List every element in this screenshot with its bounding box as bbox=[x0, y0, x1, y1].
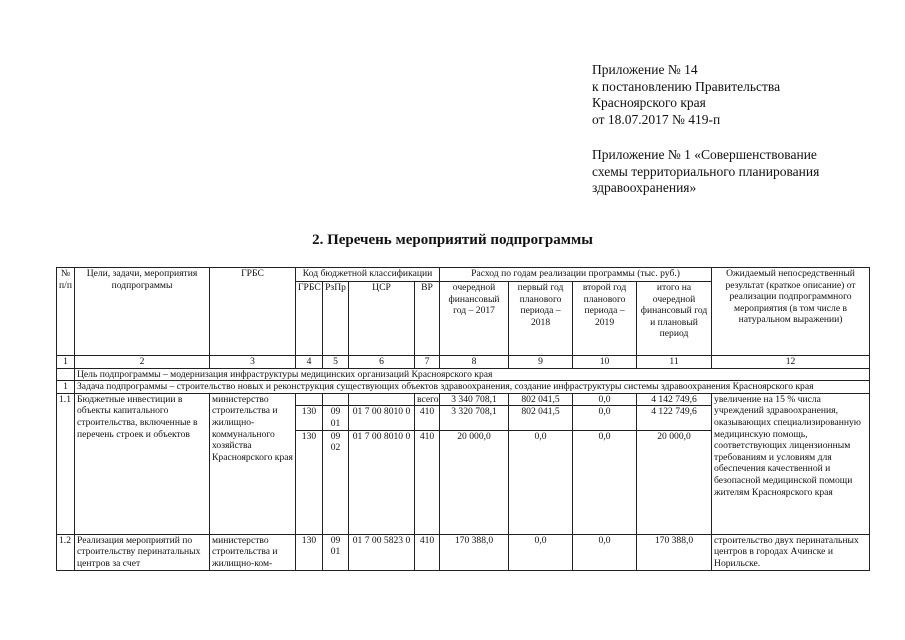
activities-table bbox=[56, 267, 870, 571]
header-code: Код бюджетной классификации bbox=[296, 268, 440, 282]
row-rzpr: 09 02 bbox=[323, 430, 349, 534]
row-total: 4 122 749,6 bbox=[637, 406, 712, 430]
col-number: 9 bbox=[509, 356, 573, 369]
appendix-line: схемы территориального планирования bbox=[592, 163, 820, 179]
row-2019: 0,0 bbox=[573, 534, 637, 570]
task-num: 1 bbox=[57, 381, 75, 394]
header-goals: Цели, задачи, мероприятия подпрограммы bbox=[75, 268, 210, 356]
col-number: 4 bbox=[296, 356, 323, 369]
appendix-line: к постановлению Правительства bbox=[592, 78, 781, 94]
row-2017: 20 000,0 bbox=[440, 430, 509, 534]
goal-row bbox=[57, 368, 870, 381]
appendix-block bbox=[592, 62, 780, 128]
goal-text: Цель подпрограммы – модернизация инфраструктуры медицинских организаций Красноярского края bbox=[75, 368, 870, 381]
row-grbs-org: министерство строительства и жилищно-ком- bbox=[210, 534, 296, 570]
header-code-grbs: ГРБС bbox=[296, 282, 323, 356]
row-code-grbs: 130 bbox=[296, 430, 323, 534]
col-number: 6 bbox=[349, 356, 415, 369]
row-csr: 01 7 00 8010 0 bbox=[349, 406, 415, 430]
appendix-line: Приложение № 14 bbox=[592, 62, 698, 77]
col-number: 11 bbox=[637, 356, 712, 369]
appendix-line: здравоохранения» bbox=[592, 180, 697, 195]
row-name: Реализация мероприятий по строительству перинатальных центров за счет bbox=[75, 534, 210, 570]
row-code-grbs: 130 bbox=[296, 406, 323, 430]
row-2018: 802 041,5 bbox=[509, 393, 573, 406]
header-year-2017: очередной финансовый год – 2017 bbox=[440, 282, 509, 356]
task-text: Задача подпрограммы – строительство новых и реконструкция существующих объектов здравоохранения, создание инфраструктуры системы здравоохранения Красноярского края bbox=[75, 381, 870, 394]
col-number: 8 bbox=[440, 356, 509, 369]
row-csr: 01 7 00 8010 0 bbox=[349, 430, 415, 534]
row-2019: 0,0 bbox=[573, 406, 637, 430]
appendix-line: Красноярского края bbox=[592, 95, 706, 110]
col-number: 10 bbox=[573, 356, 637, 369]
row-vr: всего bbox=[415, 393, 440, 406]
row-2017: 3 340 708,1 bbox=[440, 393, 509, 406]
table-row bbox=[57, 534, 870, 570]
col-number: 5 bbox=[323, 356, 349, 369]
col-number: 1 bbox=[57, 356, 75, 369]
row-2019: 0,0 bbox=[573, 430, 637, 534]
row-2019: 0,0 bbox=[573, 393, 637, 406]
row-csr: 01 7 00 5823 0 bbox=[349, 534, 415, 570]
row-result: строительство двух перинатальных центров в городах Ачинске и Норильске. bbox=[712, 534, 870, 570]
row-code-grbs: 130 bbox=[296, 534, 323, 570]
row-rzpr: 09 01 bbox=[323, 534, 349, 570]
row-total: 170 388,0 bbox=[637, 534, 712, 570]
header-result: Ожидаемый непосредственный результат (краткое описание) от реализации подпрограммного мероприятия (в том числе в натуральном выражении) bbox=[712, 268, 870, 356]
row-2018: 802 041,5 bbox=[509, 406, 573, 430]
row-2018: 0,0 bbox=[509, 430, 573, 534]
header-code-vr: ВР bbox=[415, 282, 440, 356]
header-num: № п/п bbox=[57, 268, 75, 356]
row-grbs-org: министерство строительства и жилищно-коммунального хозяйства Красноярского края bbox=[210, 393, 296, 534]
table-row bbox=[57, 393, 870, 406]
header-grbs: ГРБС bbox=[210, 268, 296, 356]
row-total: 4 142 749,6 bbox=[637, 393, 712, 406]
header-expense: Расход по годам реализации программы (тыс. руб.) bbox=[440, 268, 712, 282]
header-total: итого на очередной финансовый год и плановый период bbox=[637, 282, 712, 356]
row-vr: 410 bbox=[415, 406, 440, 430]
appendix-line: Приложение № 1 «Совершенствование bbox=[592, 147, 817, 162]
appendix-program-block bbox=[592, 147, 819, 197]
column-numbers-row bbox=[57, 356, 870, 369]
row-name: Бюджетные инвестиции в объекты капитального строительства, включенные в перечень строек и объектов bbox=[75, 393, 210, 534]
page-title: 2. Перечень мероприятий подпрограммы bbox=[312, 232, 593, 248]
row-num: 1.1 bbox=[57, 393, 75, 534]
header-row bbox=[57, 268, 870, 282]
col-number: 12 bbox=[712, 356, 870, 369]
row-vr: 410 bbox=[415, 430, 440, 534]
row-rzpr: 09 01 bbox=[323, 406, 349, 430]
header-year-2019: второй год планового периода – 2019 bbox=[573, 282, 637, 356]
row-num: 1.2 bbox=[57, 534, 75, 570]
row-2018: 0,0 bbox=[509, 534, 573, 570]
row-2017: 170 388,0 bbox=[440, 534, 509, 570]
header-code-rzpr: РзПр bbox=[323, 282, 349, 356]
col-number: 7 bbox=[415, 356, 440, 369]
appendix-line: от 18.07.2017 № 419-п bbox=[592, 111, 721, 127]
col-number: 3 bbox=[210, 356, 296, 369]
header-code-csr: ЦСР bbox=[349, 282, 415, 356]
row-vr: 410 bbox=[415, 534, 440, 570]
row-total: 20 000,0 bbox=[637, 430, 712, 534]
row-result: увеличение на 15 % числа учреждений здравоохранения, оказывающих специализированную медицинскую помощь, соответствующих лицензионным требованиям и условиям для обеспечения качественной и безопасной медицинской помощи жителям Красноярского края bbox=[712, 393, 870, 534]
col-number: 2 bbox=[75, 356, 210, 369]
header-year-2018: первый год планового периода – 2018 bbox=[509, 282, 573, 356]
row-2017: 3 320 708,1 bbox=[440, 406, 509, 430]
task-row bbox=[57, 381, 870, 394]
